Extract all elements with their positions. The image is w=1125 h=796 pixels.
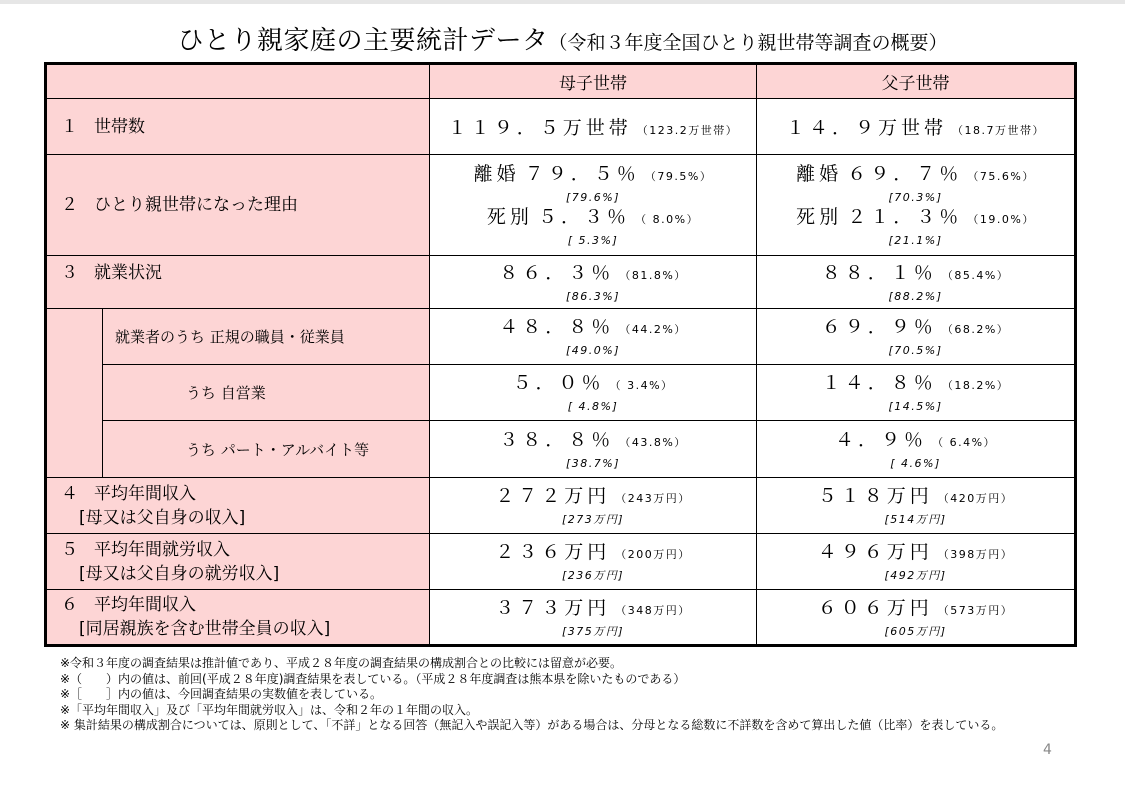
- value-previous: （ 3.4%）: [609, 379, 674, 392]
- value-previous: （243万円）: [615, 492, 691, 505]
- table-row: [46, 534, 1076, 590]
- value-previous: （44.2%）: [619, 323, 687, 336]
- row-label-text: ひとり親世帯になった理由: [94, 195, 298, 215]
- row-label-text: 平均年間収入: [94, 483, 196, 504]
- cell-households-father: [757, 99, 1076, 155]
- value-main: ６０６万円: [817, 596, 933, 619]
- value-previous: （18.7万世帯）: [952, 124, 1046, 137]
- row-label-subtext: [同居親族を含む世帯全員の収入]: [79, 619, 331, 639]
- cell-households-mother: [430, 99, 757, 155]
- cell-household-income-father: [757, 590, 1076, 646]
- value-actual: [70.3%]: [888, 191, 943, 204]
- value-main: ６９．９％: [821, 316, 937, 338]
- row-label-text: 平均年間収入: [94, 595, 196, 615]
- row-label-reason: [46, 155, 430, 256]
- cell-household-income-mother: [430, 590, 757, 646]
- row-label-work-income: [46, 534, 430, 590]
- footnote: ※「平均年間収入」及び「平均年間就労収入」は、令和２年の１年間の収入。: [60, 702, 479, 717]
- row-label-text: 世帯数: [94, 116, 145, 137]
- value-actual: [49.0%]: [565, 344, 621, 357]
- value-actual: [88.2%]: [888, 289, 943, 303]
- cell-part-time-mother: [430, 421, 757, 478]
- row-label-self-employed: うち 自営業: [103, 365, 430, 421]
- value-main: ５．３％: [538, 206, 631, 228]
- value-previous: （398万円）: [937, 548, 1014, 561]
- cell-reason-mother: [430, 155, 757, 256]
- value-previous: （75.6%）: [967, 170, 1035, 183]
- value-main: ７９．５％: [524, 163, 640, 185]
- value-actual: [ 4.6%]: [890, 456, 941, 470]
- value-main: ２３６万円: [495, 541, 611, 563]
- header-mother: 母子世帯: [430, 64, 757, 99]
- table-header-row: [46, 64, 1076, 99]
- row-label-regular: 就業者のうち 正規の職員・従業員: [103, 309, 430, 365]
- row-label-part-time: うち パート・アルバイト等: [103, 421, 430, 478]
- value-previous: （123.2万世帯）: [636, 124, 739, 137]
- value-previous: （68.2%）: [941, 323, 1010, 336]
- value-previous: （420万円）: [937, 492, 1014, 505]
- value-actual: [273万円]: [561, 513, 625, 526]
- cell-work-income-mother: [430, 534, 757, 590]
- row-label-employment: [46, 256, 430, 309]
- value-actual: [514万円]: [884, 513, 947, 526]
- row-number: ２: [61, 195, 78, 215]
- divorce-label: 離婚: [473, 163, 520, 185]
- value-actual: [375万円]: [561, 624, 625, 638]
- title-main: ひとり親家庭の主要統計データ: [177, 26, 549, 56]
- indent-cell: [46, 309, 103, 478]
- value-previous: （19.0%）: [967, 213, 1035, 226]
- statistics-table: [44, 62, 1077, 647]
- row-label-annual-income: [46, 478, 430, 534]
- cell-employment-mother: [430, 256, 757, 309]
- value-main: ４９６万円: [817, 541, 933, 563]
- value-main: ５１８万円: [817, 485, 933, 507]
- row-label-text: 平均年間就労収入: [94, 539, 230, 560]
- value-previous: （85.4%）: [941, 268, 1010, 282]
- cell-annual-income-mother: [430, 478, 757, 534]
- table-row: [46, 256, 1076, 309]
- value-previous: （348万円）: [615, 603, 691, 617]
- value-previous: （18.2%）: [941, 379, 1010, 392]
- value-previous: （43.8%）: [619, 435, 687, 449]
- footnotes: [60, 656, 1100, 734]
- value-previous: （81.8%）: [619, 268, 687, 282]
- value-main: ２１．３％: [847, 206, 963, 228]
- value-actual: [605万円]: [884, 624, 947, 638]
- value-main: ６９．７％: [847, 163, 963, 185]
- row-number: ３: [61, 263, 78, 283]
- header-blank-cell: [46, 64, 430, 99]
- row-label-subtext: [母又は父自身の就労収入]: [79, 563, 280, 584]
- table-row: [46, 155, 1076, 256]
- row-number: ４: [61, 483, 78, 504]
- row-label-households: [46, 99, 430, 155]
- cell-reason-father: [757, 155, 1076, 256]
- value-main: ８８．１％: [821, 261, 937, 284]
- value-main: ５．０％: [512, 372, 605, 394]
- table-row: [46, 99, 1076, 155]
- value-main: ４８．８％: [499, 316, 615, 338]
- cell-self-employed-father: [757, 365, 1076, 421]
- table-row: [46, 309, 1076, 365]
- cell-regular-mother: [430, 309, 757, 365]
- value-previous: （79.5%）: [644, 170, 713, 183]
- row-label-subtext: [母又は父自身の収入]: [79, 507, 246, 528]
- row-label-text: 就業状況: [94, 263, 162, 283]
- value-main: １４．９万世帯: [785, 117, 947, 139]
- table-row: [46, 478, 1076, 534]
- cell-annual-income-father: [757, 478, 1076, 534]
- divorce-label: 離婚: [796, 163, 843, 185]
- value-actual: [492万円]: [884, 569, 947, 582]
- top-border: [0, 0, 1125, 4]
- value-actual: [38.7%]: [565, 456, 621, 470]
- value-main: ２７２万円: [495, 485, 611, 507]
- header-father: 父子世帯: [757, 64, 1076, 99]
- value-main: ３７３万円: [495, 596, 611, 619]
- value-actual: [70.5%]: [888, 344, 943, 357]
- value-actual: [86.3%]: [565, 289, 621, 303]
- row-number: ５: [61, 539, 78, 560]
- value-actual: [236万円]: [561, 569, 625, 582]
- value-previous: （ 8.0%）: [635, 213, 700, 226]
- table-row: [46, 421, 1076, 478]
- page-title: [0, 20, 1125, 57]
- row-number: ６: [61, 595, 78, 615]
- cell-self-employed-mother: [430, 365, 757, 421]
- cell-work-income-father: [757, 534, 1076, 590]
- footnote: ※［ ］内の値は、今回調査結果の実数値を表している。: [60, 687, 383, 701]
- value-actual: [79.6%]: [565, 191, 621, 204]
- value-previous: （200万円）: [615, 548, 691, 561]
- row-label-household-income: [46, 590, 430, 646]
- value-main: ４．９％: [834, 428, 927, 451]
- value-actual: [ 4.8%]: [567, 400, 619, 413]
- title-subtitle: （令和３年度全国ひとり親世帯等調査の概要）: [548, 32, 948, 54]
- table-row: [46, 590, 1076, 646]
- table-row: [46, 365, 1076, 421]
- death-label: 死別: [796, 206, 843, 228]
- value-main: １１９．５万世帯: [447, 117, 632, 139]
- value-actual: [ 5.3%]: [567, 234, 619, 247]
- value-main: ３８．８％: [499, 428, 615, 451]
- death-label: 死別: [486, 206, 533, 228]
- value-actual: [14.5%]: [888, 400, 943, 413]
- footnote: ※（ ）内の値は、前回(平成２８年度)調査結果を表している。（平成２８年度調査は熊本県を除いたものである）: [60, 671, 686, 686]
- cell-regular-father: [757, 309, 1076, 365]
- page-number: 4: [1043, 742, 1052, 758]
- footnote: ※ 集計結果の構成割合については、原則として、「不詳」となる回答（無記入や誤記入等）がある場合は、分母となる総数に不詳数を含めて算出した値（比率）を表している。: [60, 718, 1004, 732]
- value-actual: [21.1%]: [888, 234, 943, 247]
- footnote: ※令和３年度の調査結果は推計値であり、平成２８年度の調査結果の構成割合との比較には留意が必要。: [60, 656, 623, 670]
- value-previous: （ 6.4%）: [932, 435, 997, 449]
- cell-employment-father: [757, 256, 1076, 309]
- value-previous: （573万円）: [937, 603, 1014, 617]
- value-main: ８６．３％: [499, 261, 615, 284]
- value-main: １４．８％: [821, 372, 937, 394]
- row-number: １: [61, 116, 78, 137]
- cell-part-time-father: [757, 421, 1076, 478]
